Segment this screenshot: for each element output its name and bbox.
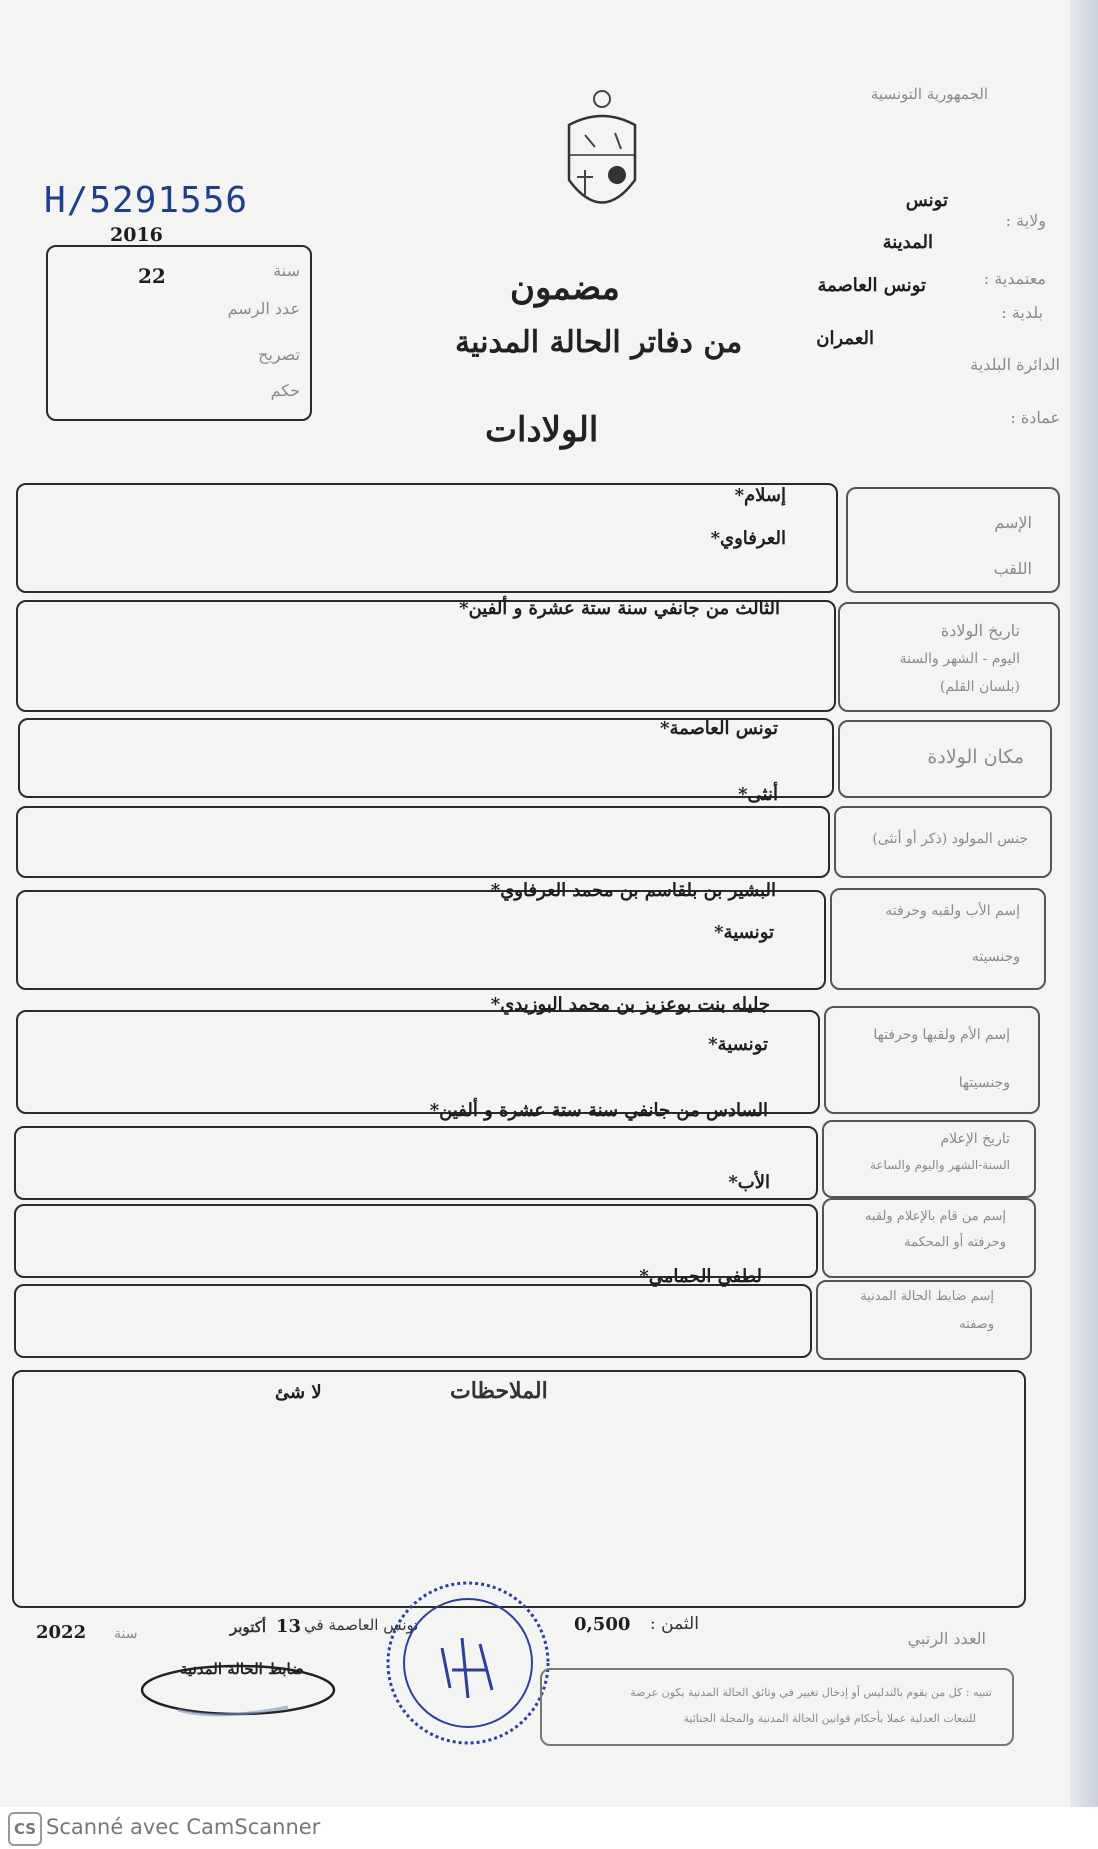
page-edge (1070, 0, 1098, 1849)
birth-date-label: تاريخ الولادة (940, 621, 1020, 640)
omda-label: عمادة : (1010, 408, 1060, 427)
officer-value-box (14, 1284, 812, 1358)
coat-of-arms-emblem (555, 85, 650, 230)
price-value: 0,500 (574, 1614, 631, 1635)
mother-value-box (16, 1010, 820, 1114)
declarant-sublabel: وحرفته أو المحكمة (904, 1235, 1006, 1250)
price-label: الثمن : (650, 1614, 699, 1634)
municipality-label: بلدية : (1001, 303, 1043, 322)
declaration-date-sublabel: السنة-الشهر واليوم والساعة (869, 1158, 1010, 1172)
officer-stamp-text: ضابط الحالة المدنية (180, 1660, 304, 1678)
district-label: الدائرة البلدية (970, 355, 1060, 374)
issue-place: تونس العاصمة في (304, 1616, 419, 1634)
republic-header: الجمهورية التونسية (870, 85, 988, 103)
declaration-date-label: تاريخ الإعلام (940, 1131, 1010, 1147)
issue-year-label: سنة (114, 1626, 138, 1642)
birth-date-value: الثالث من جانفي سنة ستة عشرة و ألفين* (459, 598, 780, 619)
serial-number: H/5291556 (44, 180, 249, 221)
father-nationality-value: تونسية* (714, 922, 774, 943)
notice-line-2: للتبعات العدلية عملا بأحكام قوانين الحالة المدنية والمجلة الجنائية (683, 1712, 976, 1725)
mother-label: إسم الأم ولقبها وحرفتها (873, 1027, 1010, 1043)
mother-nationality-value: تونسية* (708, 1034, 768, 1055)
birth-date-note: (بلسان القلم) (939, 679, 1020, 695)
governorate-value: تونس (905, 190, 948, 211)
declarant-value: الأب* (728, 1172, 770, 1193)
district-value: العمران (816, 328, 874, 349)
issue-year: 2022 (36, 1622, 87, 1643)
official-round-seal (382, 1578, 554, 1748)
record-year: 2016 (110, 224, 163, 246)
officer-sublabel: وصفته (959, 1317, 994, 1332)
last-name-value: العرفاوي* (710, 528, 786, 549)
issue-month: أكتوبر (230, 1618, 267, 1636)
record-number-label: عدد الرسم (227, 299, 300, 318)
officer-value: لطفي الحمامي* (639, 1266, 762, 1287)
birth-date-sublabel: اليوم - الشهر والسنة (899, 651, 1020, 667)
camscanner-logo-icon: CS (8, 1812, 42, 1846)
document-title: مضمون (510, 268, 620, 308)
sex-value-box (16, 806, 830, 878)
sex-value: أنثى* (738, 784, 778, 805)
issue-day: 13 (276, 1616, 302, 1637)
record-number: 22 (138, 264, 166, 288)
sequence-number-label: العدد الرتبي (907, 1629, 986, 1648)
mother-sublabel: وجنسيتها (958, 1075, 1010, 1091)
first-name-value: إسلام* (734, 485, 786, 506)
document-subtitle: من دفاتر الحالة المدنية (455, 325, 743, 360)
birth-place-value: تونس العاصمة* (660, 718, 778, 739)
father-value-box (16, 890, 826, 990)
declarant-label: إسم من قام بالإعلام ولقبه (864, 1209, 1006, 1224)
sex-label: جنس المولود (ذكر أو أنثى) (872, 831, 1028, 847)
declaration-label: تصريح (258, 345, 300, 364)
birth-place-label: مكان الولادة (927, 746, 1024, 768)
last-name-label: اللقب (993, 559, 1032, 578)
remarks-label: الملاحظات (450, 1378, 548, 1404)
delegation-label: معتمدية : (983, 269, 1046, 288)
father-value: البشير بن بلقاسم بن محمد العرفاوي* (490, 880, 776, 901)
first-name-label: الإسم (994, 513, 1032, 532)
scanner-footer (0, 1807, 1098, 1849)
officer-label: إسم ضابط الحالة المدنية (860, 1289, 994, 1304)
municipality-value: تونس العاصمة (817, 275, 926, 296)
judgment-label: حكم (270, 381, 300, 400)
father-sublabel: وجنسيته (971, 949, 1020, 965)
mother-value: جليله بنت بوعزيز بن محمد البوزيدي* (490, 994, 770, 1015)
remarks-box (12, 1370, 1026, 1608)
father-label: إسم الأب ولقبه وحرفته (885, 903, 1020, 919)
section-title: الولادات (485, 410, 599, 450)
camscanner-watermark: Scanné avec CamScanner (46, 1815, 321, 1839)
remarks-value: لا شئ (275, 1382, 322, 1403)
declaration-date-value-box (14, 1126, 818, 1200)
year-label: سنة (273, 261, 300, 280)
governorate-label: ولاية : (1005, 211, 1046, 230)
declaration-date-value: السادس من جانفي سنة ستة عشرة و ألفين* (429, 1100, 768, 1121)
notice-line-1: تنبيه : كل من يقوم بالتدليس أو إدخال تغيير في وثائق الحالة المدنية يكون عرضة (630, 1686, 992, 1699)
delegation-value: المدينة (882, 232, 933, 253)
